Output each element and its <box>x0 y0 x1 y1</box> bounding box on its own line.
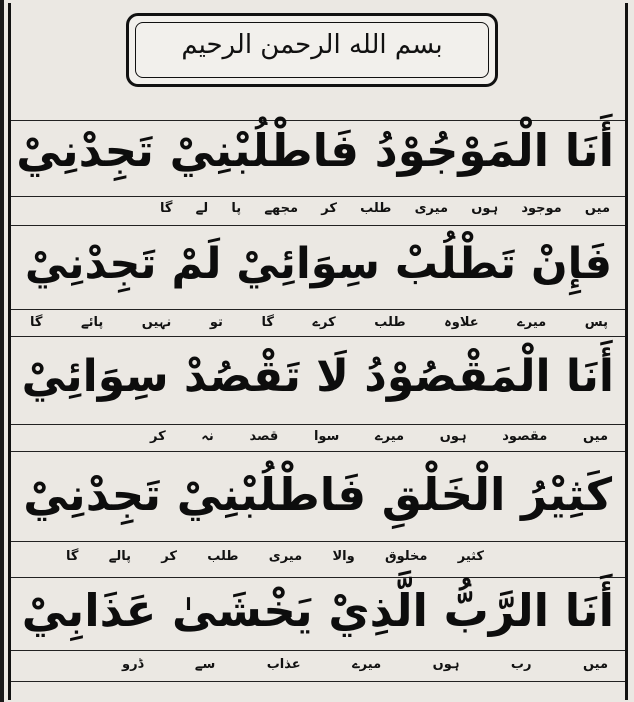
rule-line <box>11 309 625 310</box>
verse-arabic: فَإِنْ تَطْلُبْ سِوَائِيْ لَمْ تَجِدْنِيْ <box>24 239 612 289</box>
rule-line <box>11 681 625 682</box>
rule-line <box>11 650 625 651</box>
verse-translation: کثیر مخلوق والا میری طلب کر پالے گا <box>66 549 484 564</box>
verse-arabic: كَثِيْرُ الْخَلْقِ فَاطْلُبْنِيْ تَجِدْنِيْ <box>23 468 612 521</box>
rule-line <box>11 336 625 337</box>
rule-line <box>11 577 625 578</box>
rule-line <box>11 225 625 226</box>
verse-arabic: أَنَا الْمَوْجُوْدُ فَاطْلُبْنِيْ تَجِدْنِيْ <box>16 124 614 177</box>
verse-translation: میں مقصود ہوں میرے سوا قصد نہ کر <box>150 429 608 444</box>
page-edge <box>0 0 4 702</box>
verse-translation: میں رب ہوں میرے عذاب سے ڈرو <box>122 657 608 672</box>
rule-line <box>11 541 625 542</box>
rule-line <box>11 196 625 197</box>
verse-arabic: أَنَا الرَّبُّ الَّذِيْ يَخْشَىٰ عَذَابِيْ <box>21 584 614 637</box>
verse-translation: پس میرے علاوہ طلب کرے گا تو نہیں پائے گا <box>30 315 608 330</box>
rule-line <box>11 424 625 425</box>
basmala-box <box>126 13 498 87</box>
rule-line <box>11 120 625 121</box>
rule-line <box>11 451 625 452</box>
verse-arabic: أَنَا الْمَقْصُوْدُ لَا تَقْصُدْ سِوَائِيْ <box>21 351 614 402</box>
basmala-text: بسم الله الرحمن الرحيم <box>181 30 443 60</box>
verse-translation: میں موجود ہوں میری طلب کر مجھے پا لے گا <box>160 201 610 216</box>
